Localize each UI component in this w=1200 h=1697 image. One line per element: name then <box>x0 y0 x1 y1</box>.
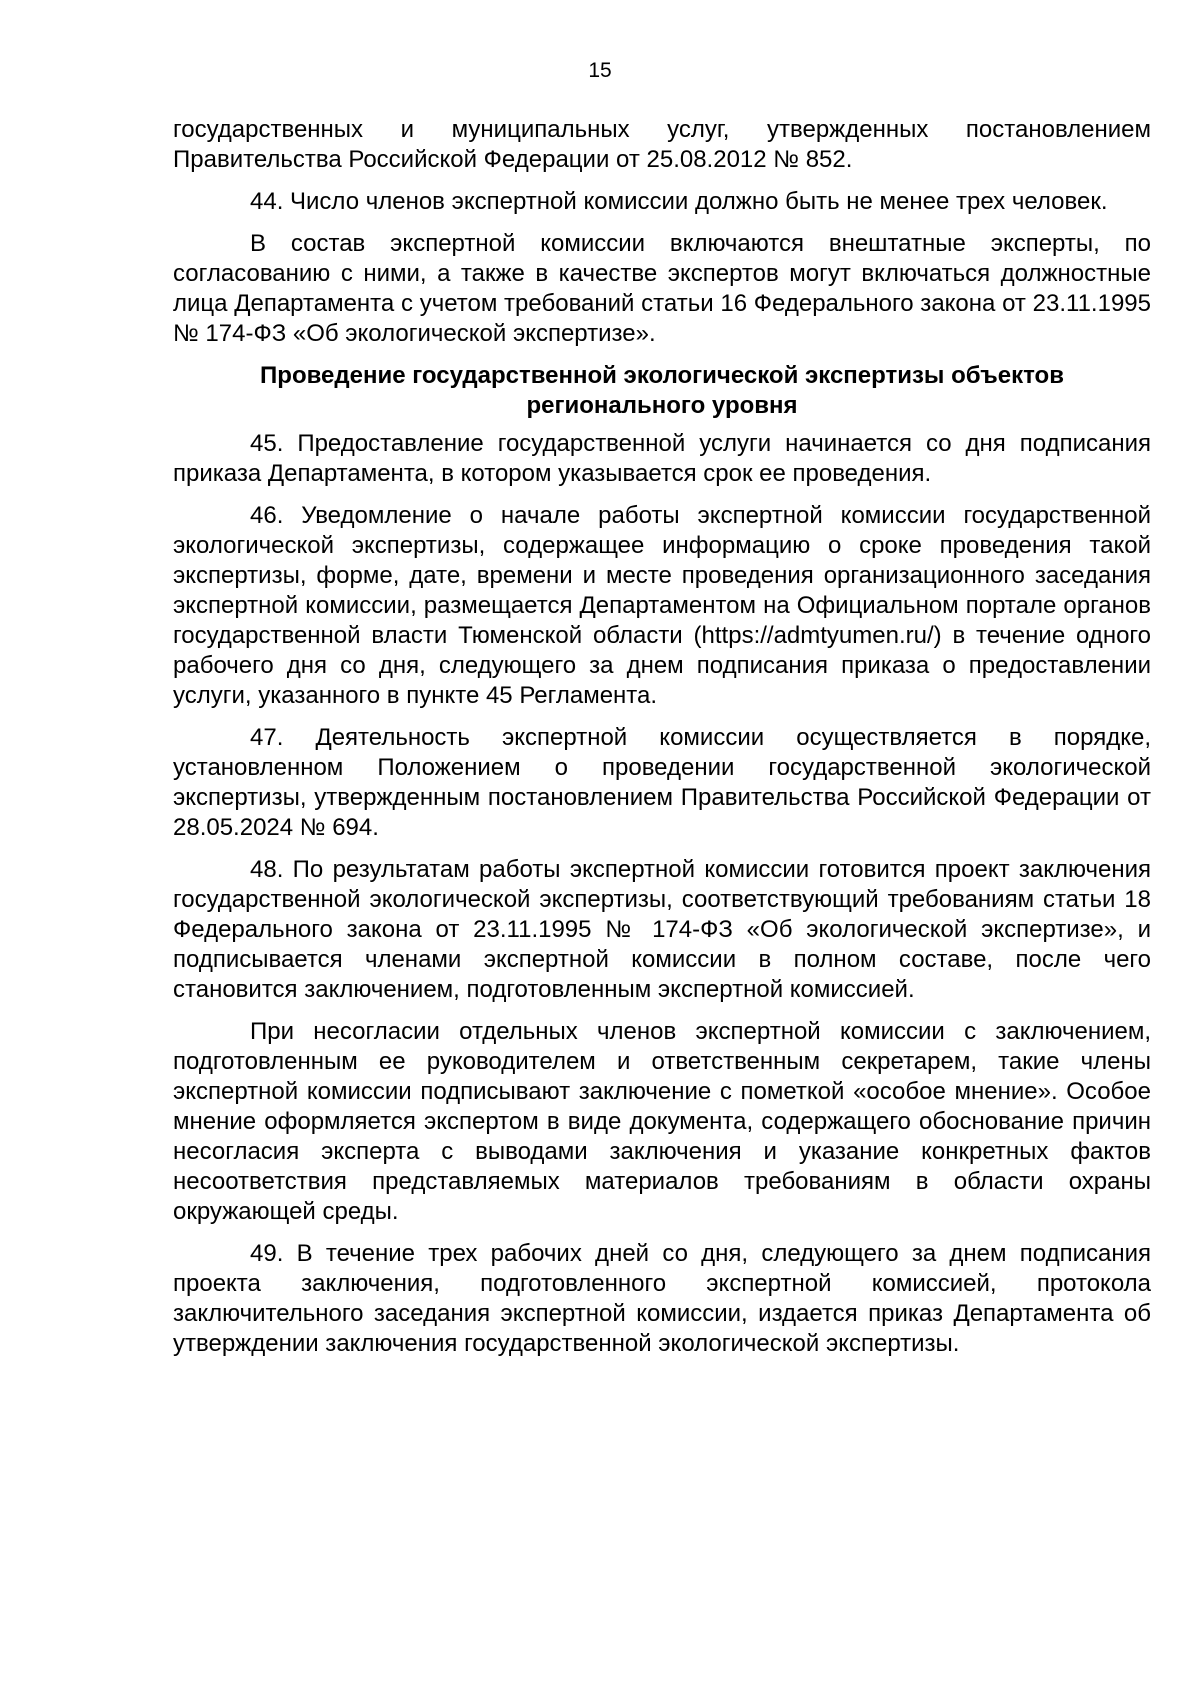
section-heading: Проведение государственной экологической экспертизы объектов регионального уровня <box>260 362 1064 419</box>
page-number: 15 <box>588 59 612 82</box>
paragraph-45: 45. Предоставление государственной услуги начинается со дня подписания приказа Департамента, в котором указывается срок ее проведения. <box>173 430 1151 487</box>
paragraph-46: 46. Уведомление о начале работы экспертной комиссии государственной экологической экспертизы, содержащее информацию о сроке проведения такой экспертизы, форме, дате, времени и месте проведения организационного заседания экспертной комиссии, размещается Департаментом на Официальном портале органов государственной власти Тюменской области (https://admtyumen.ru/) в течение одного рабочего дня со дня, следующего за днем подписания приказа о предоставлении услуги, указанного в пункте 45 Регламента. <box>173 502 1151 709</box>
paragraph-44-composition: В состав экспертной комиссии включаются внештатные эксперты, по согласованию с ними, а также в качестве экспертов могут включаться должностные лица Департамента с учетом требований статьи 16 Федерального закона от 23.11.1995 № 174-ФЗ «Об экологической экспертизе». <box>173 230 1151 347</box>
document-body <box>173 115 1151 1371</box>
paragraph-continuation: государственных и муниципальных услуг, утвержденных постановлением Правительства Российской Федерации от 25.08.2012 № 852. <box>173 116 1151 173</box>
paragraph-49: 49. В течение трех рабочих дней со дня, следующего за днем подписания проекта заключения, подготовленного экспертной комиссией, протокола заключительного заседания экспертной комиссии, издается приказ Департамента об утверждении заключения государственной экологической экспертизы. <box>173 1240 1151 1357</box>
paragraph-44: 44. Число членов экспертной комиссии должно быть не менее трех человек. <box>250 188 1108 215</box>
paragraph-48-dissent: При несогласии отдельных членов экспертной комиссии с заключением, подготовленным ее руководителем и ответственным секретарем, такие члены экспертной комиссии подписывают заключение с пометкой «особое мнение». Особое мнение оформляется экспертом в виде документа, содержащего обоснование причин несогласия эксперта с выводами заключения и указание конкретных фактов несоответствия представляемых материалов требованиям в области охраны окружающей среды. <box>173 1018 1151 1225</box>
paragraph-48: 48. По результатам работы экспертной комиссии готовится проект заключения государственной экологической экспертизы, соответствующий требованиям статьи 18 Федерального закона от 23.11.1995 № 174-ФЗ «Об экологической экспертизе», и подписывается членами экспертной комиссии в полном составе, после чего становится заключением, подготовленным экспертной комиссией. <box>173 856 1151 1003</box>
paragraph-47: 47. Деятельность экспертной комиссии осуществляется в порядке, установленном Положением о проведении государственной экологической экспертизы, утвержденным постановлением Правительства Российской Федерации от 28.05.2024 № 694. <box>173 724 1151 841</box>
